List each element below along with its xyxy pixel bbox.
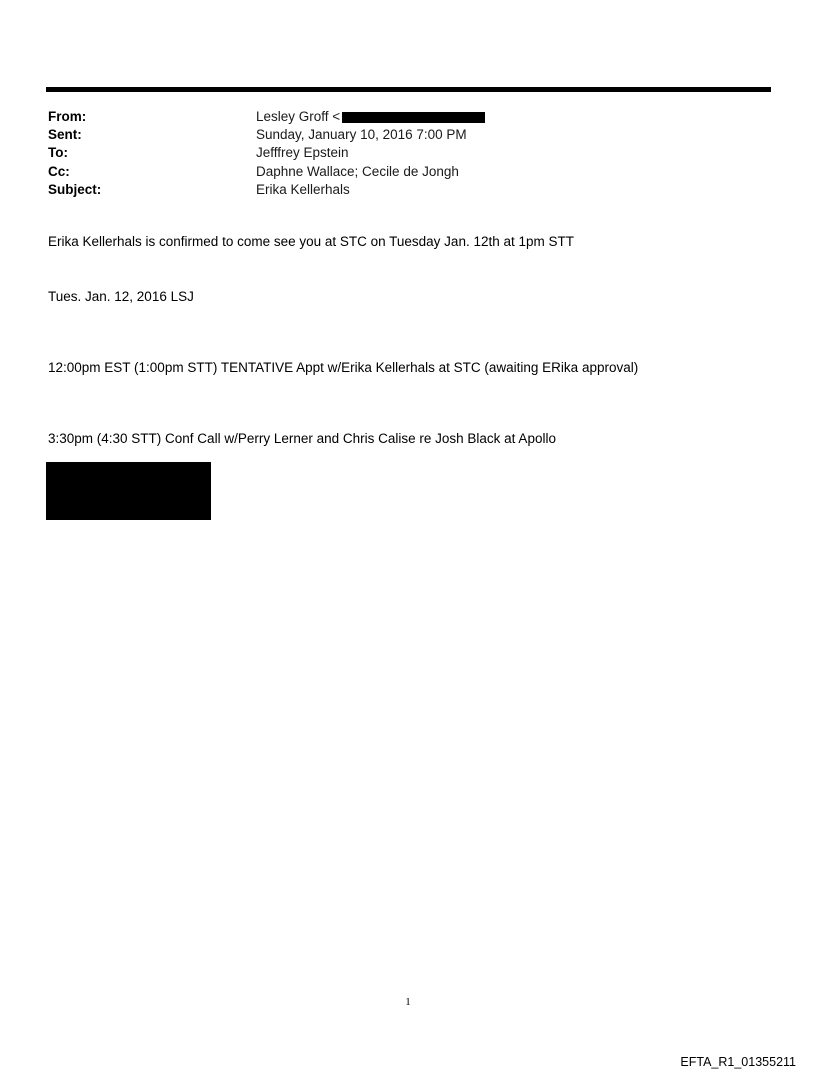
body-line-conf-call: 3:30pm (4:30 STT) Conf Call w/Perry Lerner and Chris Calise re Josh Black at Apollo xyxy=(48,431,556,446)
to-label: To: xyxy=(48,145,68,161)
redaction-bar xyxy=(342,112,485,123)
sent-label: Sent: xyxy=(48,126,82,142)
from-label: From: xyxy=(48,108,87,124)
sent-row xyxy=(48,125,748,143)
from-row xyxy=(48,107,748,125)
from-name: Lesley Groff < xyxy=(256,108,341,124)
subject-value: Erika Kellerhals xyxy=(256,181,350,197)
body-line-date: Tues. Jan. 12, 2016 LSJ xyxy=(48,289,194,304)
subject-label: Subject: xyxy=(48,181,102,197)
sent-value: Sunday, January 10, 2016 7:00 PM xyxy=(256,126,467,142)
document-id: EFTA_R1_01355211 xyxy=(680,1055,796,1069)
header-rule xyxy=(46,87,771,92)
cc-label: Cc: xyxy=(48,163,70,179)
to-value: Jefffrey Epstein xyxy=(256,145,349,161)
body-line-appointment: 12:00pm EST (1:00pm STT) TENTATIVE Appt w/Erika Kellerhals at STC (awaiting ERika approval) xyxy=(48,360,639,375)
email-header xyxy=(48,107,748,198)
body-line-confirmation: Erika Kellerhals is confirmed to come see you at STC on Tuesday Jan. 12th at 1pm STT xyxy=(48,234,574,249)
to-row xyxy=(48,144,748,162)
cc-row xyxy=(48,162,748,180)
subject-row xyxy=(48,180,748,198)
from-value xyxy=(256,109,485,124)
redaction-block xyxy=(46,462,211,520)
page-number: 1 xyxy=(405,996,411,1008)
cc-value: Daphne Wallace; Cecile de Jongh xyxy=(256,163,459,179)
